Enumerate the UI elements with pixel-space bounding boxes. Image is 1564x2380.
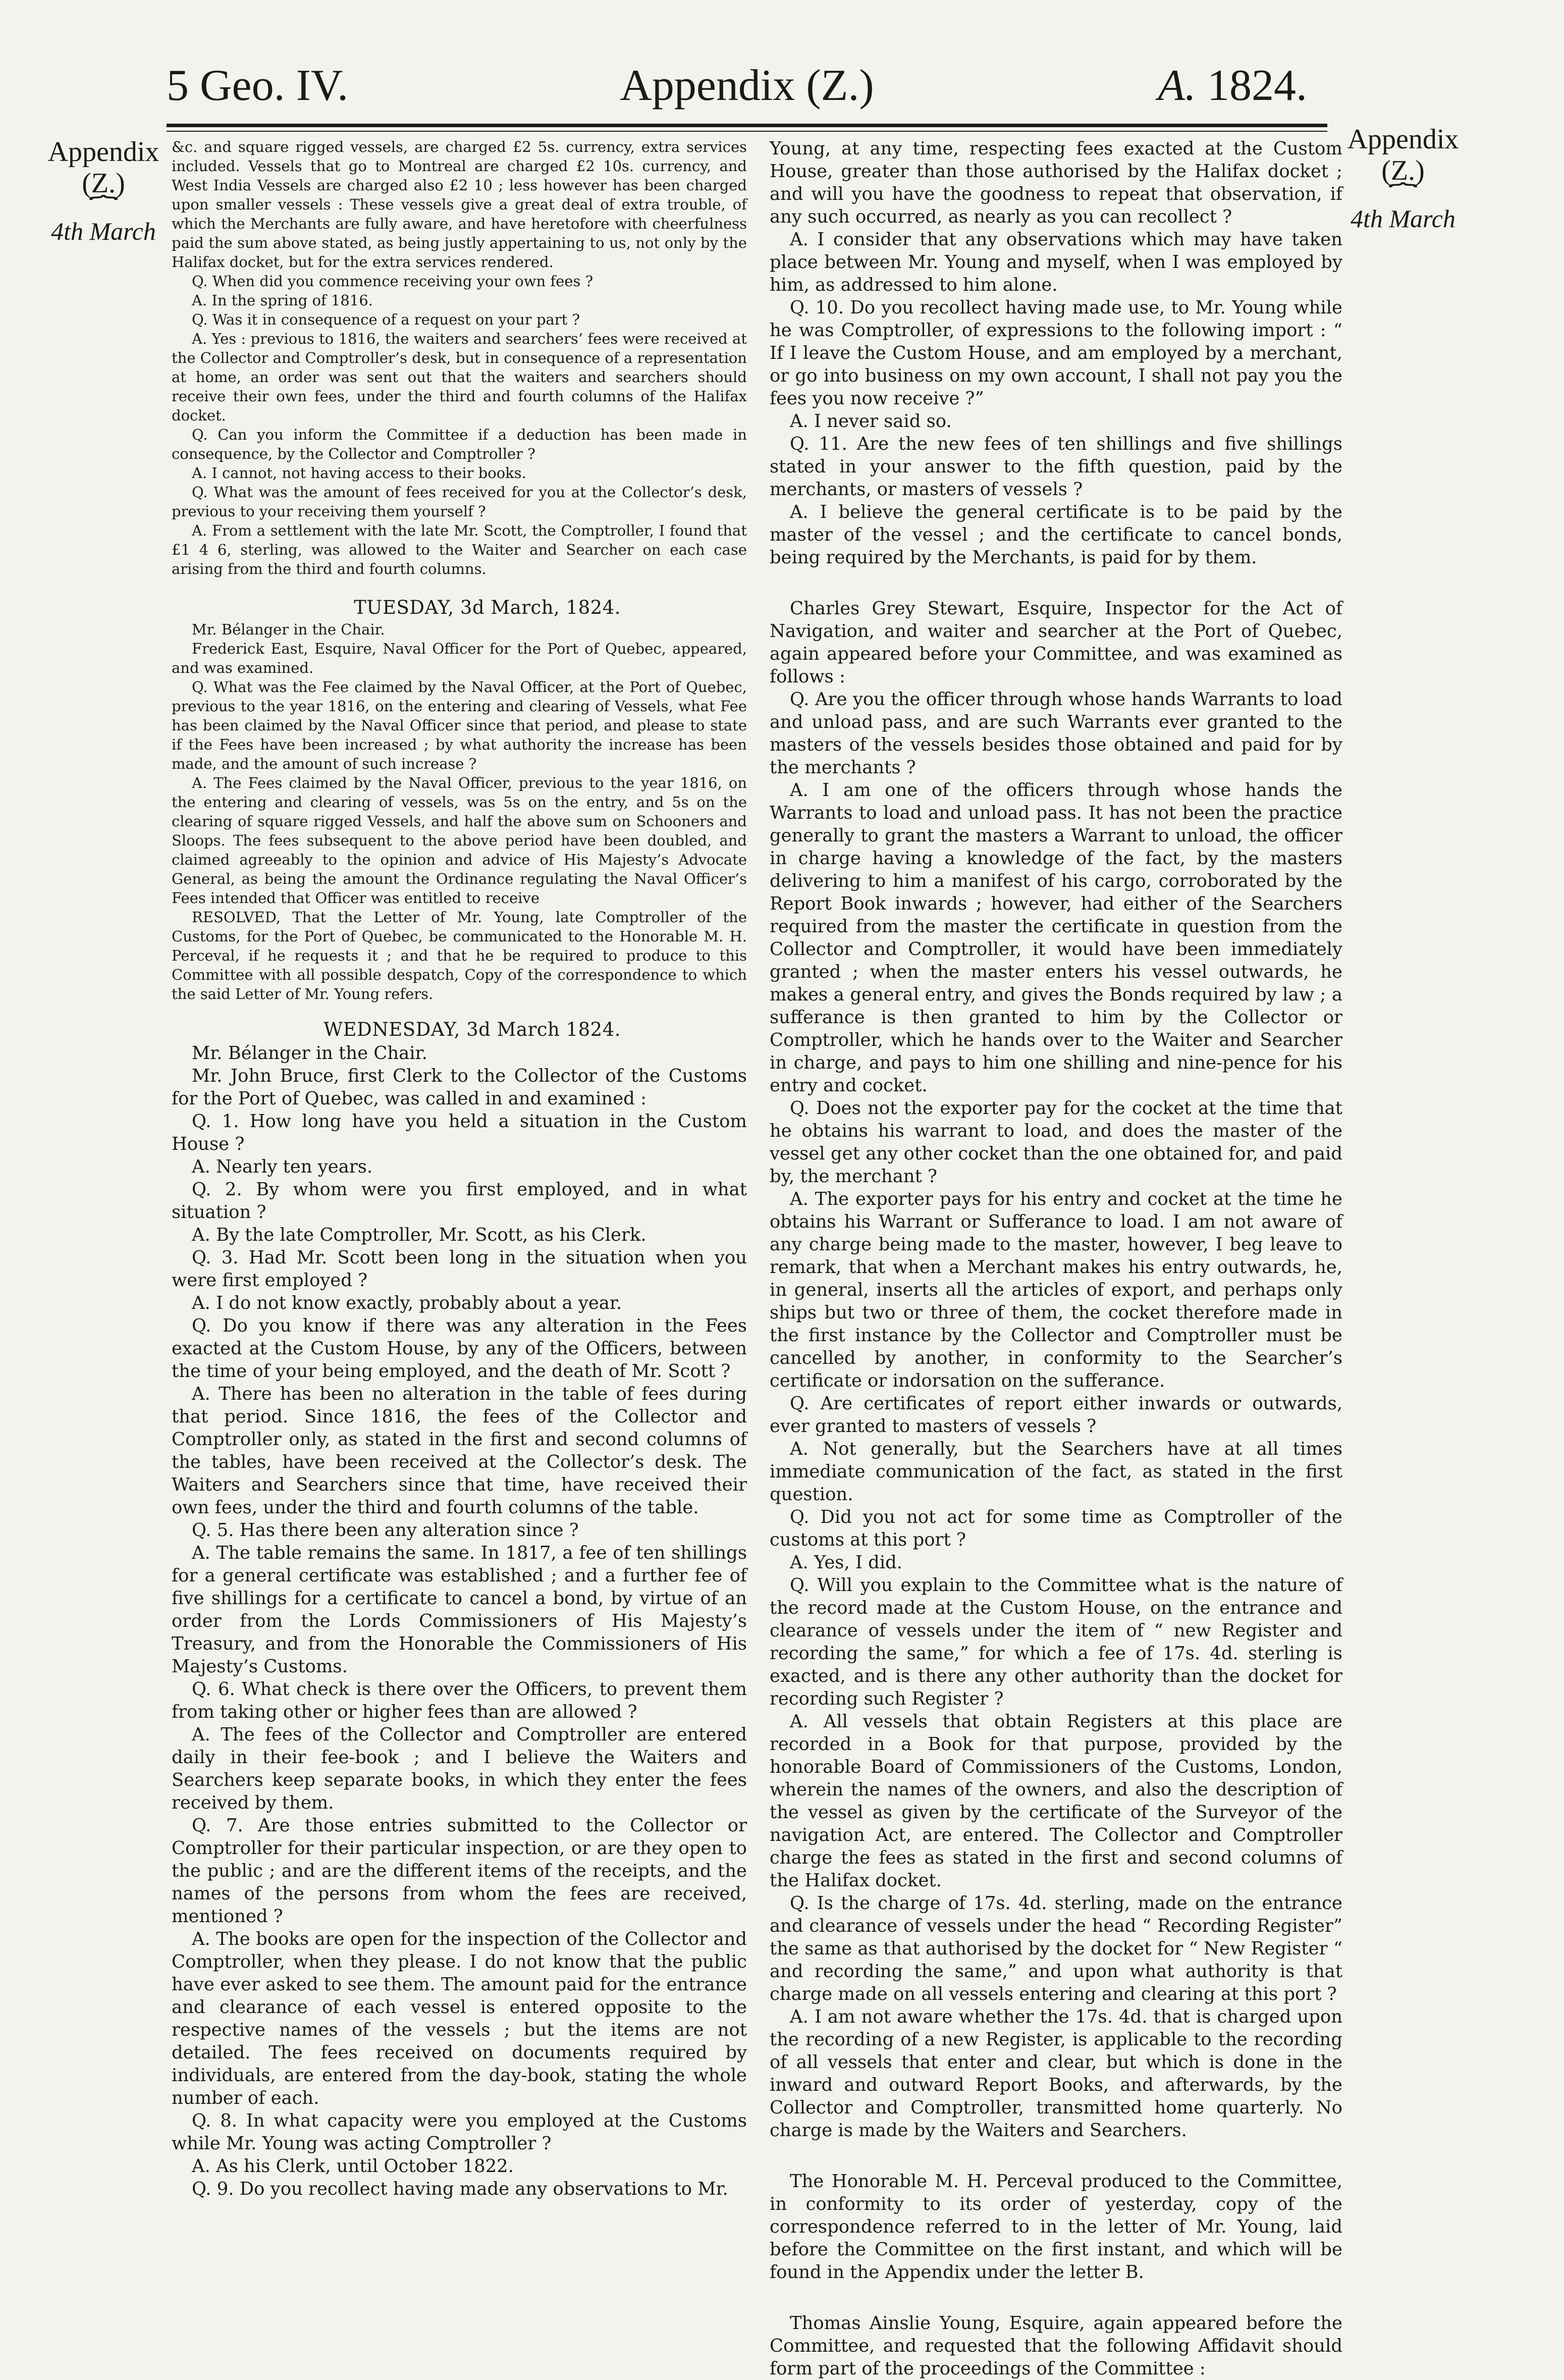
paragraph: Q. 7. Are those entries submitted to the Collector or Comptroller for their particular inspection, or are they open to the public ; and are the different items of the receipts, and the names of the persons from whom the fees are received, mentioned ? (172, 1815, 747, 1927)
paragraph: A. In the spring of 1816. (192, 292, 373, 309)
paragraph: Mr. Bélanger in the Chair. (192, 1043, 427, 1064)
paragraph: A. The fees of the Collector and Comptroller are entered daily in their fee-book ; and I believe the Waiters and Searchers keep separate books, in which they enter the fees received by them. (172, 1724, 747, 1813)
paragraph: Q. 5. Has there been any alteration since ? (192, 1520, 579, 1541)
paragraph: A. From a settlement with the late Mr. Scott, the Comptroller, I found that £1 4 6, sterling, was allowed to the Waiter and Searcher on each case arising from the third and fourth columns. (172, 522, 747, 577)
year-number: 1824. (1196, 61, 1307, 110)
paragraph: Q. 11. Are the new fees of ten shillings and five shillings stated in your answer to the fifth question, paid by the merchants, or masters of vessels ? (770, 434, 1342, 500)
paragraph: Young, at any time, respecting fees exacted at the Custom House, greater than those authorised by the Halifax docket ; and will you have the goodness to repeat that observation, if any such occurred, as nearly as you can recollect ? (770, 138, 1342, 227)
regnal-year: 5 Geo. IV. (167, 61, 349, 110)
margin-appendix-letter: (Z.) (82, 168, 125, 199)
paragraph: Q. What was the Fee claimed by the Naval Officer, at the Port of Quebec, previous to the year 1816, on the entering and clearing of Vessels, what Fee has been claimed by the Naval Officer since that period, and please to state if the Fees have been increased ; by what authority the increase has been made, and the amount of such increase ? (172, 678, 747, 772)
paragraph: Q. 10. Do you recollect having made use, to Mr. Young while he was Comptroller, of expressions to the following import : “ If I leave the Custom House, and am employed by a merchant, or go into business on my own account, I shall not pay you the fees you now receive ?” (770, 297, 1342, 409)
paragraph: A. Yes, I did. (790, 1552, 903, 1573)
paragraph: A. Not generally, but the Searchers have at all times immediate communication of the fact, as stated in the first question. (770, 1439, 1342, 1505)
page-header (156, 58, 1337, 119)
margin-appendix-label: Appendix (47, 136, 159, 168)
paragraph: Q. Are certificates of report either inwards or outwards, ever granted to masters of vessels ? (770, 1393, 1342, 1437)
margin-appendix-letter: (Z.) (1381, 155, 1425, 186)
paragraph: Mr. Bélanger in the Chair. (192, 621, 385, 638)
paragraph: Q. Can you inform the Committee if a deduction has been made in consequence, by the Collector and Comptroller ? (172, 426, 747, 462)
paragraph: A. The Fees claimed by the Naval Officer, previous to the year 1816, on the entering and clearing of vessels, was 5s on the entry, and 5s on the clearing of square rigged Vessels, and half the above sum on Schooners and Sloops. The fees subsequent to the above period have been doubled, and claimed agreeably to the opinion and advice of His Majesty’s Advocate General, as being the amount the Ordinance regulating the Naval Officer’s Fees intended that Officer was entitled to receive (172, 774, 747, 907)
paragraph: Q. 6. What check is there over the Officers, to prevent them from taking other or higher fees than are allowed ? (172, 1679, 747, 1722)
sitting-date: TUESDAY, 3d March, 1824. (354, 597, 621, 618)
paragraph: Q. Will you explain to the Committee what is the nature of the record made at the Custom House, on the entrance and clearance of vessels under the item of “ new Register and recording the same,” for which a fee of 17s. 4d. sterling is exacted, and is there any other authority than the docket for recording such Register ? (770, 1575, 1342, 1709)
paragraph: A. I consider that any observations which may have taken place between Mr. Young and myself, when I was employed by him, as addressed to him alone. (770, 229, 1342, 295)
paragraph: Q. Did you not act for some time as Comptroller of the customs at this port ? (770, 1507, 1342, 1550)
paragraph: Q. What was the amount of fees received for you at the Collector’s desk, previous to your receiving them yourself ? (172, 484, 747, 520)
paragraph: The Honorable M. H. Perceval produced to the Committee, in conformity to its order of yesterday, copy of the correspondence referred to in the letter of Mr. Young, laid before the Committee on the first instant, and which will be found in the Appendix under the letter B. (770, 2171, 1342, 2283)
paragraph: A. I believe the general certificate is to be paid by the master of the vessel ; and the certificate to cancel bonds, being required by the Merchants, is paid for by them. (770, 502, 1342, 568)
paragraph: A. There has been no alteration in the table of fees during that period. Since 1816, the fees of the Collector and Comptroller only, as stated in the first and second columns of the tables, have been received at the Collector’s desk. The Waiters and Searchers since that time, have received their own fees, under the third and fourth columns of the table. (172, 1384, 747, 1518)
margin-brace: ⏞ (1388, 183, 1418, 207)
paragraph: Q. When did you commence receiving your own fees ? (192, 273, 594, 290)
paragraph: Q. 9. Do you recollect having made any observations to Mr. (192, 2179, 728, 2199)
right-column (770, 137, 1342, 2379)
paragraph: Thomas Ainslie Young, Esquire, again appeared before the Committee, and requested that the following Affidavit should form part of the proceedings of the Committee : (770, 2313, 1342, 2379)
margin-note-left (35, 136, 172, 245)
margin-note-right (1330, 124, 1476, 233)
paragraph: A. I am one of the officers through whose hands the Warrants to load and unload pass. It has not been the practice generally to grant the masters a Warrant to unload, the officer in charge having a knowledge of the fact, by the masters delivering to him a manifest of his cargo, corroborated by the Report Book inwards ; however, had either of the Searchers required from the master the certificate in question from the Collector and Comptroller, it would have been immediately granted ; when the master enters his vessel outwards, he makes a general entry, and gives the Bonds required by law ; a sufferance is then granted to him by the Collector or Comptroller, which he hands over to the Waiter and Searcher in charge, and pays to him one shilling and nine-pence for his entry and cocket. (770, 780, 1342, 1096)
page-year (1158, 58, 1307, 114)
paragraph: A. All vessels that obtain Registers at this place are recorded in a Book for that purpose, provided by the honorable Board of Commissioners of the Customs, London, wherein the names of the owners, and also the description of the vessel as given by the certificate of the Surveyor of the navigation Act, are entered. The Collector and Comptroller charge the fees as stated in the first and second columns of the Halifax docket. (770, 1711, 1342, 1891)
paragraph: Q. Was it in consequence of a request on your part ? (192, 311, 580, 328)
paragraph: &c. and square rigged vessels, are charged £2 5s. currency, extra services included. Vessels that go to Montreal are charged £2 10s. currency, and West India Vessels are charged also £2 10 ; less however has been charged upon smaller vessels : These vessels give a great deal of extra trouble, of which the Merchants are fully aware, and have heretofore with cheerfulness paid the sum above stated, as being justly appertaining to us, not only by the Halifax docket, but for the extra services rendered. (172, 138, 747, 271)
paragraph: Q. Does not the exporter pay for the cocket at the time that he obtains his warrant to load, and does the master of the vessel get any other cocket than the one obtained for, and paid by, the merchant ? (770, 1098, 1342, 1187)
paragraph: A. Nearly ten years. (192, 1156, 373, 1177)
paragraph: A. I cannot, not having access to their books. (192, 464, 526, 482)
paragraph: Q. Are you the officer through whose hands Warrants to load and unload pass, and are such Warrants ever granted to the masters of the vessels besides those obtained and paid for by the merchants ? (770, 689, 1342, 778)
paragraph: Q. 8. In what capacity were you employed at the Customs while Mr. Young was acting Comptroller ? (172, 2110, 747, 2154)
paragraph: A. Yes : previous to 1816, the waiters and searchers’ fees were received at the Collector and Comptroller’s desk, but in consequence of a representation at home, an order was sent out that the waiters and searchers should receive their own fees, under the third and fourth columns of the Halifax docket. (172, 330, 747, 424)
left-column (172, 137, 747, 2247)
margin-appendix-label: Appendix (1347, 124, 1459, 155)
paragraph: Q. Do you know if there was any alteration in the Fees exacted at the Custom House, by any of the Officers, between the time of your being employed, and the death of Mr. Scott ? (172, 1315, 747, 1382)
paragraph: Frederick East, Esquire, Naval Officer for the Port of Quebec, appeared, and was examined. (172, 640, 747, 676)
paragraph: A. As his Clerk, until October 1822. (192, 2156, 514, 2177)
sitting-date: WEDNESDAY, 3d March 1824. (323, 1019, 621, 1040)
paragraph: A. By the late Comptroller, Mr. Scott, as his Clerk. (192, 1225, 646, 1245)
header-rule-thick (167, 124, 1327, 127)
paragraph: Charles Grey Stewart, Esquire, Inspector for the Act of Navigation, and waiter and searcher at the Port of Quebec, again appeared before your Committee, and was examined as follows : (770, 598, 1342, 687)
margin-brace: ⏞ (88, 195, 119, 220)
paragraph: A. I never said so. (790, 411, 952, 432)
paragraph: A. I am not aware whether the 17s. 4d. that is charged upon the recording of a new Register, is applicable to the recording of all vessels that enter and clear, but which is done in the inward and outward Report Books, and afterwards, by the Collector and Comptroller, transmitted home quarterly. No charge is made by the Waiters and Searchers. (770, 2006, 1342, 2141)
paragraph: RESOLVED, That the Letter of Mr. Young, late Comptroller of the Customs, for the Port of Quebec, be communicated to the Honorable M. H. Perceval, if he requests it ; and that he be required to produce to this Committee with all possible despatch, Copy of the correspondence to which the said Letter of Mr. Young refers. (172, 909, 747, 1002)
paragraph: A. The exporter pays for his entry and cocket at the time he obtains his Warrant or Sufferance to load. I am not aware of any charge being made to the master, however, I beg leave to remark, that when a Merchant makes his entry outwards, he, in general, inserts all the articles of export, and perhaps only ships but two or three of them, the cocket therefore made in the first instance by the Collector and Comptroller must be cancelled by another, in conformity to the Searcher’s certificate or indorsation on the sufferance. (770, 1189, 1342, 1391)
paragraph: Q. 2. By whom were you first employed, and in what situation ? (172, 1179, 747, 1223)
running-title: Appendix (Z.) (620, 61, 874, 110)
year-letter: A. (1158, 61, 1196, 110)
paragraph: Q. Is the charge of 17s. 4d. sterling, made on the entrance and clearance of vessels under the head “ Recording Register” the same as that authorised by the docket for “ New Register “ and recording the same,” and upon what authority is that charge made on all vessels entering and clearing at this port ? (770, 1893, 1342, 2004)
margin-date: 4th March (51, 217, 156, 245)
paragraph: A. The table remains the same. In 1817, a fee of ten shillings for a general certificate was established ; and a further fee of five shillings for a certificate to cancel a bond, by virtue of an order from the Lords Commissioners of His Majesty’s Treasury, and from the Honorable the Commissioners of His Majesty’s Customs. (172, 1543, 747, 1677)
paragraph: Q. 1. How long have you held a situation in the Custom House ? (172, 1111, 747, 1154)
paragraph: Q. 3. Had Mr. Scott been long in the situation when you were first employed ? (172, 1247, 747, 1291)
paragraph: A. The books are open for the inspection of the Collector and Comptroller, when they please. I do not know that the public have ever asked to see them. The amount paid for the entrance and clearance of each vessel is entered opposite to the respective names of the vessels ; but the items are not detailed. The fees received on documents required by individuals, are entered from the day-book, stating the whole number of each. (172, 1929, 747, 2108)
paragraph: A. I do not know exactly, probably about a year. (192, 1293, 622, 1313)
margin-date: 4th March (1351, 204, 1455, 233)
header-rule-thin (167, 131, 1327, 132)
paragraph: Mr. John Bruce, first Clerk to the Collector of the Customs for the Port of Quebec, was called in and examined : (172, 1066, 747, 1109)
